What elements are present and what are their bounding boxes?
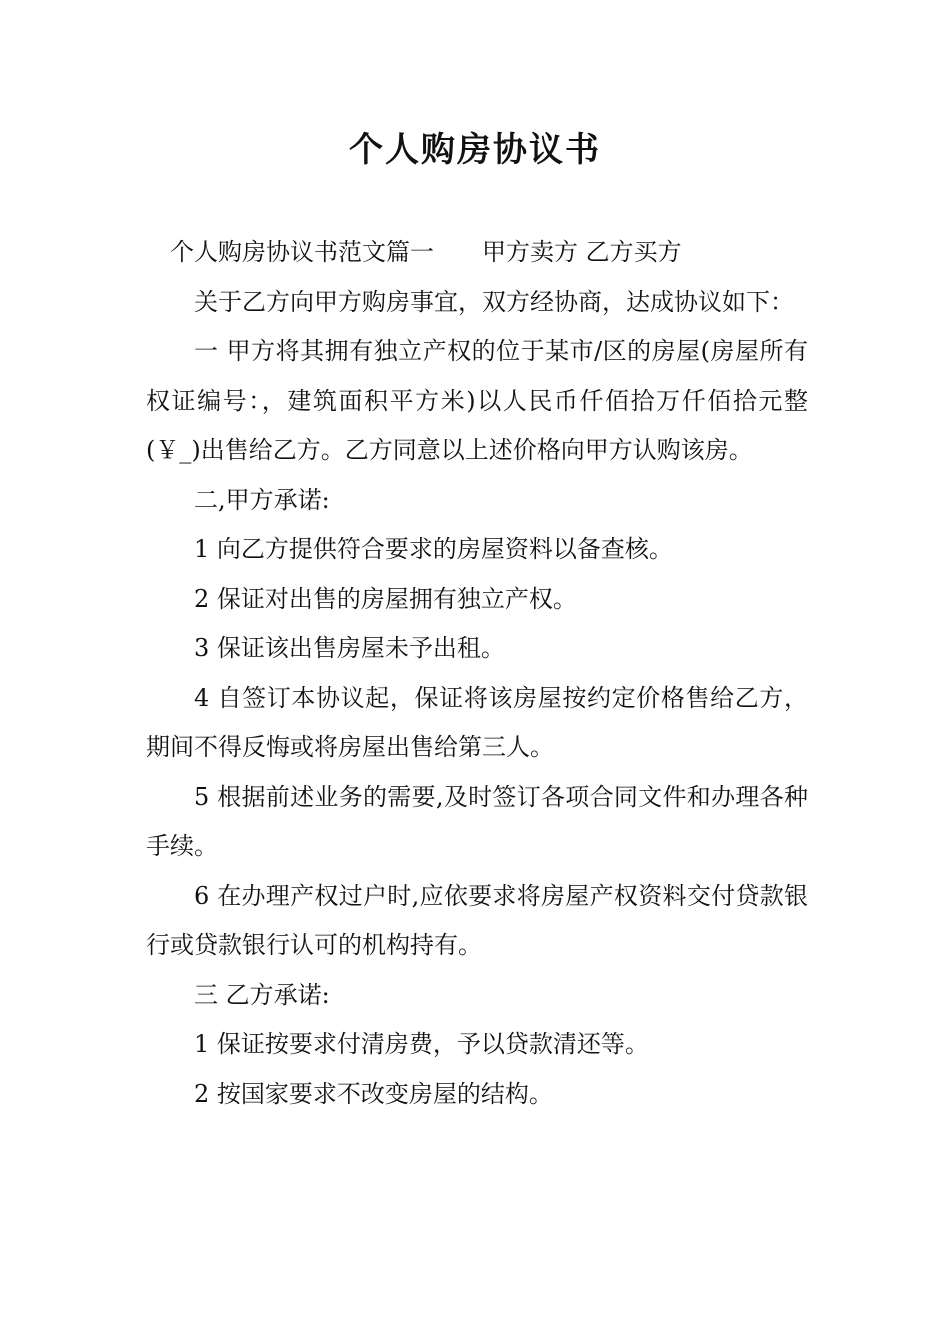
seller-item-6: 6 在办理产权过户时,应依要求将房屋产权资料交付贷款银行或贷款银行认可的机构持有。: [146, 881, 808, 959]
paragraph-preamble: 关于乙方向甲方购房事宜，双方经协商，达成协议如下：: [194, 287, 794, 316]
buyer-item-1: 1 保证按要求付清房费，予以贷款清还等。: [194, 1030, 649, 1058]
buyer-item-2: 2 按国家要求不改变房屋的结构。: [194, 1079, 553, 1108]
document-title: 个人购房协议书: [349, 130, 601, 170]
section-heading-seller: 二,甲方承诺:: [194, 485, 330, 514]
intro-parties: 甲方卖方 乙方买方: [482, 238, 682, 266]
intro-line: [146, 228, 808, 278]
intro-heading: 个人购房协议书范文篇一: [170, 238, 434, 266]
seller-item-3: 3 保证该出售房屋未予出租。: [194, 634, 505, 662]
seller-item-5: 5 根据前述业务的需要,及时签订各项合同文件和办理各种手续。: [146, 782, 808, 860]
section-heading-buyer: 三 乙方承诺:: [194, 980, 330, 1009]
seller-item-4: 4 自签订本协议起，保证将该房屋按约定价格售给乙方，期间不得反悔或将房屋出售给第三人。: [146, 683, 808, 761]
seller-item-1: 1 向乙方提供符合要求的房屋资料以备查核。: [194, 535, 673, 563]
document-body: [146, 228, 808, 1119]
paragraph-clause-1: 一 甲方将其拥有独立产权的位于某市/区的房屋(房屋所有权证编号：，建筑面积平方米)以人民币仟佰拾万仟佰拾元整(￥_)出售给乙方。乙方同意以上述价格向甲方认购该房。: [146, 337, 808, 464]
seller-item-2: 2 保证对出售的房屋拥有独立产权。: [194, 584, 577, 613]
